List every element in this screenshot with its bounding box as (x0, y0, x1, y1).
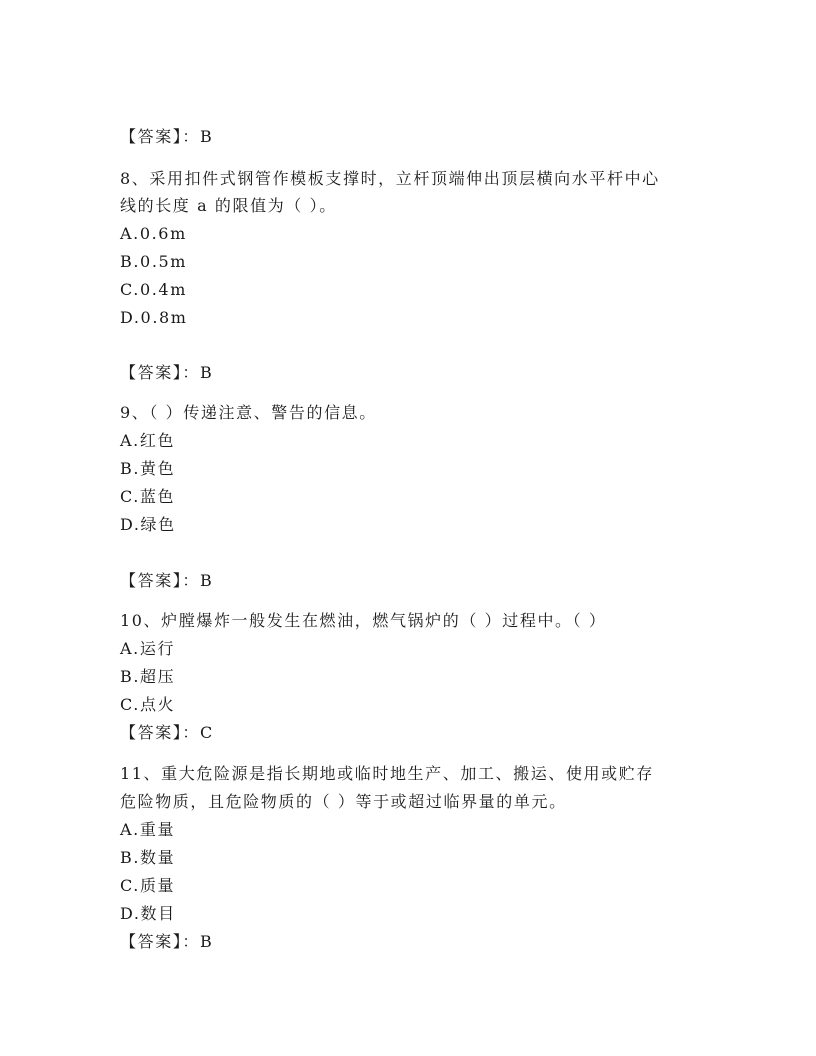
question-8-option-d: D.0.8m (120, 308, 188, 327)
question-9-answer: 【答案】：B (120, 571, 214, 590)
question-11-text-line-2: 危险物质，且危险物质的（ ）等于或超过临界量的单元。 (120, 792, 567, 811)
question-9-option-b: B.黄色 (120, 459, 176, 478)
question-10-answer: 【答案】：C (120, 723, 214, 742)
question-9-option-a: A.红色 (120, 431, 176, 450)
question-8-option-a: A.0.6m (120, 224, 187, 243)
question-9-text: 9、（ ）传递注意、警告的信息。 (120, 403, 377, 422)
question-8-text-line-2: 线的长度 a 的限值为（ ）。 (120, 196, 337, 215)
question-11-option-a: A.重量 (120, 820, 176, 839)
question-10-option-b: B.超压 (120, 667, 176, 686)
question-10-option-c: C.点火 (120, 695, 176, 714)
question-8-answer: 【答案】：B (120, 363, 214, 382)
question-9-option-c: C.蓝色 (120, 487, 176, 506)
question-8-option-c: C.0.4m (120, 280, 187, 299)
question-11-text-line-1: 11、重大危险源是指长期地或临时地生产、加工、搬运、使用或贮存 (120, 764, 654, 783)
question-11-option-d: D.数目 (120, 904, 176, 923)
question-10-option-a: A.运行 (120, 639, 176, 658)
question-11-option-b: B.数量 (120, 848, 176, 867)
question-11-option-c: C.质量 (120, 876, 176, 895)
question-8-text-line-1: 8、采用扣件式钢管作模板支撑时，立杆顶端伸出顶层横向水平杆中心 (120, 169, 660, 188)
answer-line: 【答案】：B (120, 127, 214, 146)
question-11-answer: 【答案】：B (120, 932, 214, 951)
question-9-option-d: D.绿色 (120, 515, 176, 534)
question-8-option-b: B.0.5m (120, 252, 188, 271)
question-10-text: 10、炉膛爆炸一般发生在燃油，燃气锅炉的（ ）过程中。（ ） (120, 611, 607, 630)
